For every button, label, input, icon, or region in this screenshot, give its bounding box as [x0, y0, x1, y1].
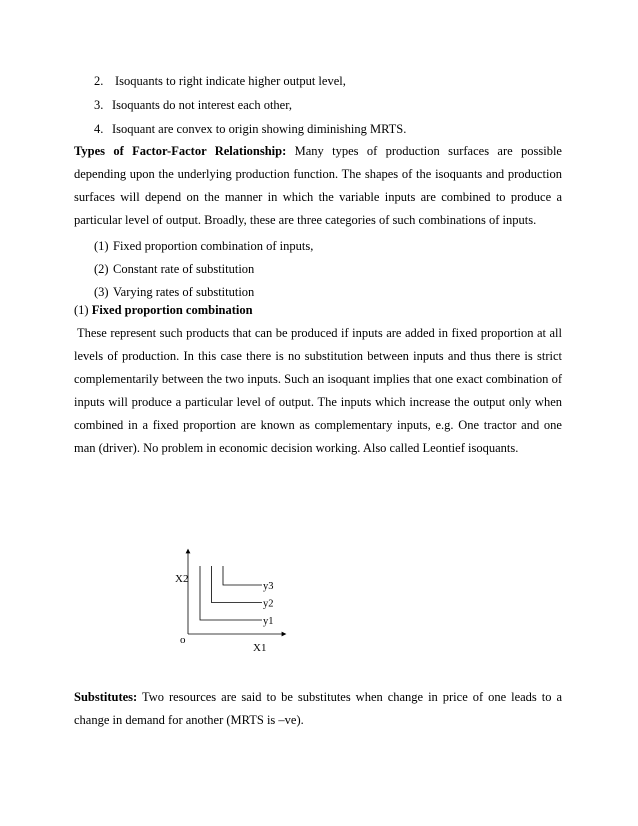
- paragraph-line: inputs will produce a particular level of output. The inputs which increase the output only when: [74, 395, 562, 409]
- isoquant-label-y3: y3: [263, 581, 274, 592]
- list-text: Fixed proportion combination of inputs,: [113, 239, 314, 253]
- list-number: 3.: [94, 98, 104, 112]
- paragraph-line: man (driver). No problem in economic decision working. Also called Leontief isoquants.: [74, 441, 519, 455]
- isoquant-y1: [200, 566, 262, 620]
- list-text: Isoquants to right indicate higher output level,: [115, 74, 346, 88]
- list-text: Constant rate of substitution: [113, 262, 255, 276]
- x-axis-label: X1: [253, 642, 267, 654]
- list-number: (3): [94, 285, 109, 299]
- heading-number: (1): [74, 303, 89, 317]
- list-number: 2.: [94, 74, 104, 88]
- list-text: Isoquants do not interest each other,: [112, 98, 293, 112]
- isoquant-label-y1: y1: [263, 616, 274, 627]
- paragraph-line: levels of production. In this case there is no substitution between inputs and thus there is strict: [74, 349, 562, 363]
- paragraph-text: Many types of production surfaces are possible: [294, 144, 562, 158]
- section-heading: Substitutes:: [74, 690, 138, 704]
- list-number: 4.: [94, 122, 104, 136]
- paragraph-line: [74, 689, 562, 705]
- isoquant-y2: [212, 566, 263, 603]
- paragraph-text: Two resources are said to be substitutes when change in price of one leads to a: [141, 690, 562, 704]
- isoquant-label-y2: y2: [263, 598, 274, 610]
- y-axis-label: X2: [175, 573, 189, 585]
- paragraph-line: These represent such products that can be produced if inputs are added in fixed proportion at all: [77, 326, 562, 340]
- section-heading: Types of Factor-Factor Relationship:: [74, 144, 287, 158]
- origin-label: o: [180, 634, 186, 646]
- list-number: (2): [94, 262, 109, 276]
- paragraph-line: complementarily between the two inputs. Such an isoquant implies that one exact combination of: [74, 372, 562, 386]
- isoquant-y3: [223, 566, 262, 585]
- list-number: (1): [94, 239, 109, 253]
- paragraph-line: depending upon the underlying production function. The shapes of the isoquants and production: [74, 167, 562, 181]
- paragraph-line: particular level of output. Broadly, these are three categories of such combinations of inputs.: [74, 213, 537, 227]
- paragraph-line: combined in a fixed proportion are known as complementary inputs, e.g. One tractor and one: [74, 418, 562, 432]
- heading-text: Fixed proportion combination: [91, 303, 253, 317]
- paragraph-line: surfaces will depend on the manner in which the variable inputs are combined to produce a: [74, 190, 562, 204]
- list-text: Isoquant are convex to origin showing diminishing MRTS.: [112, 122, 407, 136]
- list-text: Varying rates of substitution: [113, 285, 255, 299]
- paragraph-line: change in demand for another (MRTS is –ve).: [74, 713, 304, 727]
